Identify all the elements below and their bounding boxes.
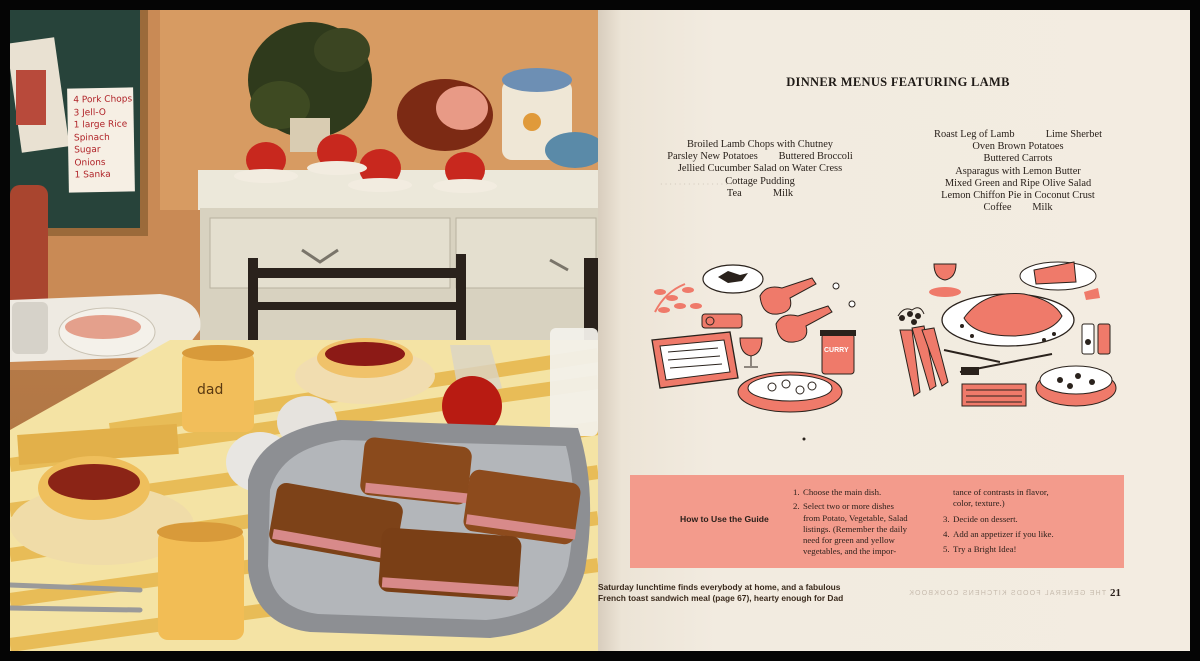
running-footer: THE GENERAL FOODS KITCHENS COOKBOOK — [908, 590, 1107, 597]
menu-line: Parsley New Potatoes Buttered Broccoli — [667, 151, 853, 163]
note-line: 1 large Rice — [73, 119, 128, 131]
pie-slice-icon — [1020, 262, 1100, 300]
step-number: 5. — [943, 544, 950, 555]
chutney-plate-icon — [703, 265, 763, 293]
step-text: Choose the main dish. — [803, 487, 882, 497]
salt-pepper-icon — [1082, 324, 1110, 354]
step-text: color, texture.) — [953, 498, 1005, 509]
wine-glass-icon — [740, 338, 762, 367]
step-number: 4. — [943, 528, 950, 539]
menu-line: Lemon Chiffon Pie in Coconut Crust — [941, 190, 1095, 202]
menu-line: Broiled Lamb Chops with Chutney — [686, 139, 834, 150]
guide-step — [943, 529, 1054, 540]
guide-step — [943, 544, 1054, 555]
carrots-icon — [898, 308, 948, 396]
step-text: need for green and yellow — [803, 535, 895, 546]
guide-steps-right — [943, 487, 1054, 555]
page-heading: DINNER MENUS FEATURING LAMB — [786, 75, 1010, 89]
step-text: Try a Bright Idea! — [953, 544, 1017, 555]
note-line: 1 Sanka — [74, 169, 111, 181]
carving-knife-icon — [944, 350, 1052, 374]
menu-line: Coffee Milk — [983, 202, 1053, 214]
guide-title: How to Use the Guide — [680, 514, 769, 524]
note-line: Sugar — [74, 145, 101, 156]
page-number: 21 — [1110, 587, 1121, 599]
guide-step — [943, 514, 1054, 525]
salad-bowl-icon — [1036, 366, 1116, 406]
step-text: tance of contrasts in flavor, — [953, 487, 1049, 497]
menu-line: Asparagus with Lemon Butter — [955, 165, 1081, 177]
step-text: vegetables, and the impor- — [803, 546, 897, 557]
sherbet-glass-icon — [929, 264, 961, 297]
menu-line: Jellied Cucumber Salad on Water Cress — [677, 163, 843, 175]
step-text: from Potato, Vegetable, Salad — [803, 512, 908, 523]
caption-line: French toast sandwich meal (page 67), hearty enough for Dad — [598, 593, 844, 603]
step-text: Select two or more dishes — [803, 501, 894, 512]
step-number: 3. — [943, 513, 950, 524]
step-text: listings. (Remember the daily — [803, 523, 908, 534]
menu-line: Mixed Green and Ripe Olive Salad — [944, 177, 1092, 189]
guide-steps-left — [793, 487, 908, 558]
step-number: 2. — [793, 501, 800, 512]
guide-step — [793, 487, 908, 498]
curry-jar-label: CURRY — [824, 347, 849, 354]
menu-line: Buttered Carrots — [983, 153, 1053, 165]
baking-dish-icon — [652, 332, 738, 388]
menu-line: Tea Milk — [726, 187, 794, 199]
step-text: Decide on dessert. — [953, 513, 1018, 524]
note-line: Onions — [74, 157, 106, 168]
menu-line: Roast Leg of Lamb Lime Sherbet — [934, 129, 1102, 140]
bleed-through-text: · · · · · · · · · · · · · · · · — [660, 180, 733, 189]
roast-lamb-platter-icon — [942, 294, 1074, 347]
mug-label: dad — [197, 382, 224, 398]
guide-step — [793, 501, 908, 557]
note-line: 4 Pork Chops — [73, 94, 133, 106]
broccoli-icon — [702, 314, 742, 328]
note-line: Spinach — [73, 132, 110, 143]
step-text: Add an appetizer if you like. — [953, 528, 1054, 539]
leaf-garnish-icon — [654, 284, 702, 313]
asparagus-bundle-icon — [962, 384, 1026, 406]
caption-line: Saturday lunchtime finds everybody at home, and a fabulous — [598, 582, 841, 592]
potato-casserole-icon — [738, 372, 842, 412]
photo-caption — [598, 582, 858, 604]
menu-line: Cottage Pudding — [725, 175, 795, 187]
menu-line: Oven Brown Potatoes — [972, 141, 1064, 153]
note-line: 3 Jell-O — [73, 107, 106, 118]
step-number: 1. — [793, 487, 800, 497]
